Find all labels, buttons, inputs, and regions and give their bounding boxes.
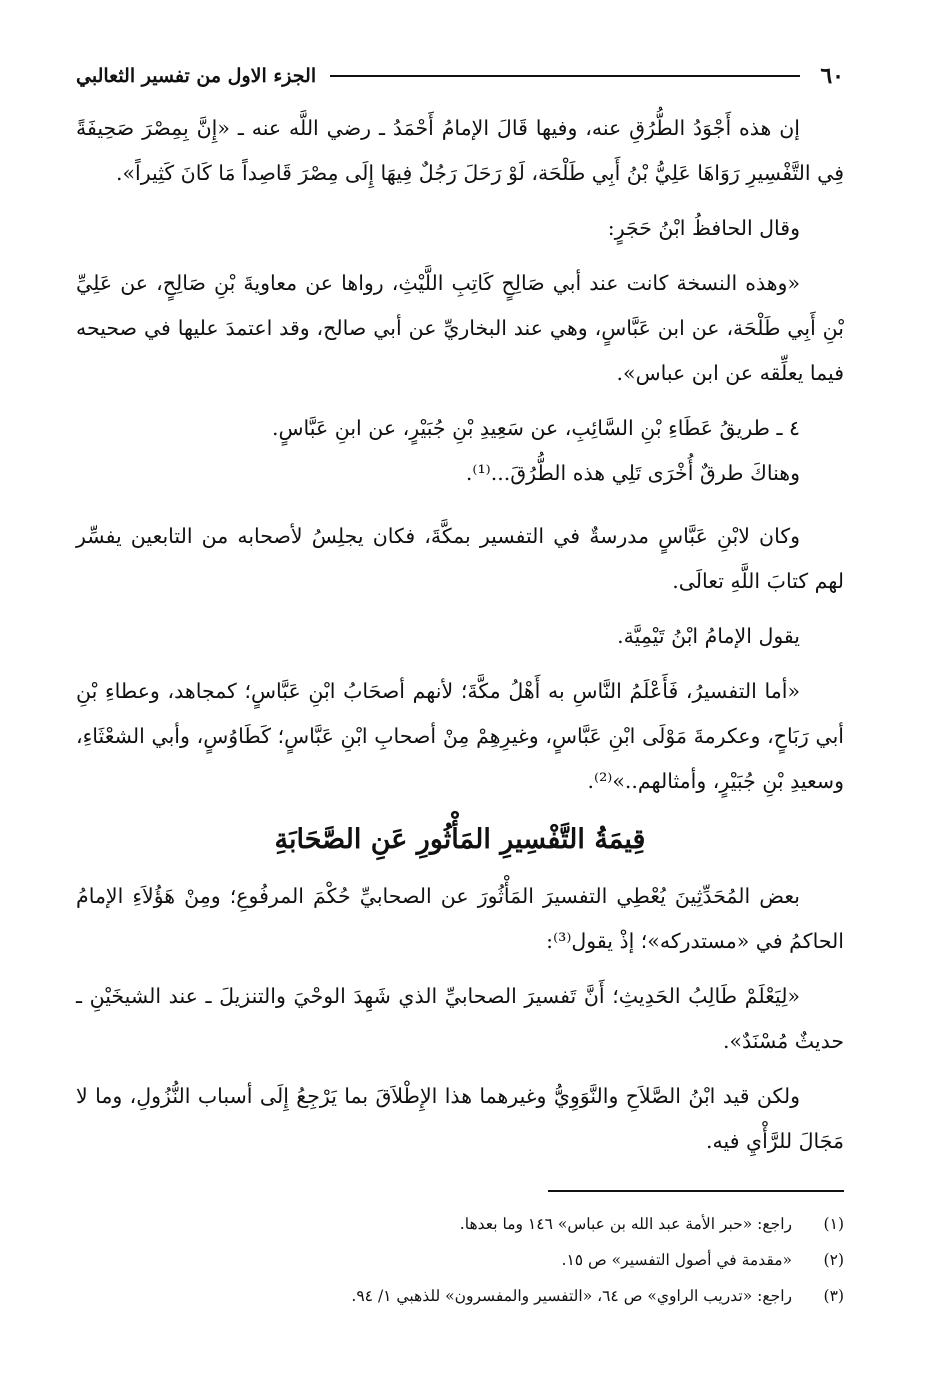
paragraph: إن هذه أَجْوَدُ الطُّرُقِ عنه، وفيها قَالَ الإمامُ أَحْمَدُ ـ رضي اللَّه عنه ـ «إِنَّ بِمِصْرَ صَحِيفَةً فِي التَّفْسِيرِ رَوَاهَا عَلِيُّ بْنُ أَبِي طَلْحَة، لَوْ رَحَلَ رَجُلٌ فِيهَا إِلَى مِصْرَ قَاصِداً مَا كَانَ كَثِيراً». [76, 116, 844, 185]
header-rule [330, 75, 800, 77]
paragraph: ولكن قيد ابْنُ الصَّلاَحِ والنَّوَوِيُّ وغيرهما هذا الإِطْلاَقَ بما يَرْجِعُ إِلَى أسباب النُّزُولِ، وما لا مَجَالَ للرَّأْيِ فيه. [76, 1084, 844, 1153]
footnote-text: راجع: «تدريب الراوي» ص ٦٤، «التفسير والمفسرون» للذهبي ١/ ٩٤. [351, 1287, 792, 1305]
book-title: الجزء الاول من تفسير الثعالبي [76, 65, 317, 87]
main-text [76, 106, 844, 1164]
footnote-rule [548, 1190, 844, 1192]
section-heading: قِيمَةُ التَّفْسِيرِ المَأْثُورِ عَنِ الصَّحَابَةِ [274, 824, 646, 855]
paragraph: بعض المُحَدِّثِينَ يُعْطِي التفسيرَ المَأْثُورَ عن الصحابيِّ حُكْمَ المرفُوعِ؛ ومِنْ هَؤُلاَءِ الإمامُ الحاكمُ في «مستدركه»؛ إذْ يقول⁽³⁾: [76, 884, 844, 953]
footnote-number: (٣) [823, 1287, 844, 1305]
footnote-text: «مقدمة في أصول التفسير» ص ١٥. [561, 1251, 792, 1269]
footnotes [76, 1206, 844, 1314]
footnote [76, 1206, 844, 1242]
footnote-number: (٢) [823, 1251, 844, 1269]
quotation: «لِيَعْلَمْ طَالِبُ الحَدِيثِ؛ أَنَّ تَفسيرَ الصحابيِّ الذي شَهِدَ الوحْيَ والتنزيلَ ـ عند الشيخَيْنِ ـ حديثٌ مُسْنَدٌ». [76, 984, 844, 1053]
paragraph: يقول الإمامُ ابْنُ تَيْمِيَّة. [617, 624, 800, 648]
quotation: «أما التفسيرُ، فَأَعْلَمُ النَّاسِ به أَهْلُ مكَّةَ؛ لأنهم أصحَابُ ابْنِ عَبَّاسٍ؛ كمجاهد، وعطاءِ بْنِ أبي رَبَاحٍ، وعكرمةَ مَوْلَى ابْنِ عَبَّاسٍ، وغيرِهِمْ مِنْ أصحابِ ابْنِ عَبَّاسٍ؛ كَطَاوُسٍ، وأبي الشعْثَاءِ، وسعيدِ بْنِ جُبَيْرٍ، وأمثالهم..»⁽²⁾. [76, 679, 844, 793]
footnote-text: راجع: «حبر الأمة عبد الله بن عباس» ١٤٦ وما بعدها. [459, 1215, 792, 1233]
list-item: ٤ ـ طريقُ عَطَاءِ بْنِ السَّائِبِ، عن سَعِيدِ بْنِ جُبَيْرٍ، عن ابنِ عَبَّاسٍ. [272, 416, 800, 440]
paragraph: وكان لابْنِ عَبَّاسٍ مدرسةٌ في التفسير بمكَّةَ، فكان يجلِسُ لأصحابه من التابعين يفسِّر لهم كتابَ اللَّهِ تعالَى. [76, 524, 844, 593]
running-header [76, 58, 844, 94]
footnote [76, 1242, 844, 1278]
footnote-number: (١) [823, 1215, 844, 1233]
footnote [76, 1278, 844, 1314]
book-page [76, 58, 844, 1314]
quotation: «وهذه النسخة كانت عند أبي صَالِحٍ كَاتِبِ اللَّيْثِ، رواها عن معاويةَ بْنِ صَالِحٍ، عن عَلِيِّ بْنِ أَبِي طَلْحَة، عن ابن عَبَّاسٍ، وهي عند البخاريِّ عن أبي صالح، وقد اعتمدَ عليها في صحيحه فيما يعلِّقه عن ابن عباس». [76, 271, 844, 385]
page-number: ٦٠ [820, 63, 844, 89]
paragraph: وهناكَ طرقٌ أُخْرَى تَلِي هذه الطُّرُقَ...⁽¹⁾. [465, 461, 800, 485]
paragraph: وقال الحافظُ ابْنُ حَجَرٍ: [607, 216, 800, 240]
